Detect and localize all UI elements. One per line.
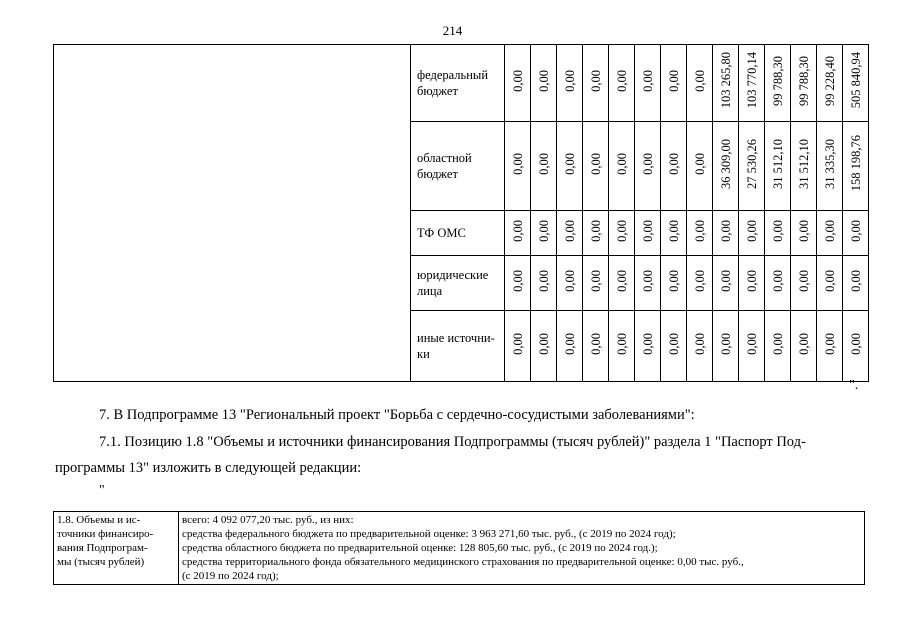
- amount-cell: [687, 211, 713, 256]
- amount-value: 0,00: [848, 269, 863, 292]
- amount-value: 0,00: [666, 269, 681, 292]
- amount-value: 0,00: [770, 269, 785, 292]
- amount-value: 0,00: [614, 69, 629, 92]
- amount-value: 27 530,26: [744, 138, 759, 189]
- amount-value: 0,00: [692, 69, 707, 92]
- amount-value: 0,00: [822, 269, 837, 292]
- amount-cell: [609, 45, 635, 122]
- empty-merged-cell: [54, 45, 411, 382]
- amount-cell: [531, 256, 557, 311]
- amount-cell: [583, 211, 609, 256]
- amount-value: 0,00: [614, 219, 629, 242]
- amount-cell: [505, 122, 531, 211]
- amount-value: 0,00: [718, 219, 733, 242]
- amount-value: 0,00: [640, 69, 655, 92]
- amount-value: 0,00: [718, 269, 733, 292]
- amount-cell: [817, 311, 843, 382]
- amount-value: 0,00: [718, 332, 733, 355]
- amount-value: 99 228,40: [822, 55, 837, 106]
- amount-cell: [635, 122, 661, 211]
- amount-cell: [609, 122, 635, 211]
- amount-value: 0,00: [692, 269, 707, 292]
- amount-value: 0,00: [588, 69, 603, 92]
- amount-value: 99 788,30: [796, 55, 811, 106]
- amount-value: 0,00: [692, 219, 707, 242]
- passport-row: [54, 512, 865, 585]
- amount-value: 0,00: [796, 269, 811, 292]
- amount-value: 0,00: [536, 152, 551, 175]
- amount-value: 0,00: [588, 152, 603, 175]
- content-line: средства территориального фонда обязательного медицинского страхования по предварительной оценке: 0,00 тыс. руб.,: [182, 556, 744, 568]
- amount-cell: [843, 45, 869, 122]
- amount-cell: [713, 256, 739, 311]
- passport-table: [53, 511, 865, 585]
- amount-cell: [609, 256, 635, 311]
- amount-cell: [505, 45, 531, 122]
- amount-value: 0,00: [796, 219, 811, 242]
- funding-source-cell: иные источни-ки: [411, 311, 505, 382]
- amount-cell: [661, 211, 687, 256]
- amount-cell: [765, 311, 791, 382]
- amount-value: 0,00: [640, 332, 655, 355]
- amount-value: 505 840,94: [848, 52, 863, 109]
- amount-cell: [583, 122, 609, 211]
- amount-value: 0,00: [640, 269, 655, 292]
- financing-row: [54, 45, 869, 122]
- opening-quote: ": [99, 483, 105, 498]
- amount-value: 103 265,80: [718, 52, 733, 109]
- amount-value: 0,00: [744, 269, 759, 292]
- amount-cell: [583, 256, 609, 311]
- amount-cell: [739, 211, 765, 256]
- content-line: всего: 4 092 077,20 тыс. руб., из них:: [182, 514, 354, 526]
- amount-cell: [843, 311, 869, 382]
- amount-cell: [531, 122, 557, 211]
- amount-value: 0,00: [536, 332, 551, 355]
- passport-label-cell: [54, 512, 179, 585]
- amount-value: 0,00: [510, 332, 525, 355]
- amount-cell: [739, 256, 765, 311]
- amount-value: 0,00: [562, 332, 577, 355]
- page-number: 214: [442, 23, 463, 38]
- amount-value: 0,00: [588, 219, 603, 242]
- financing-table: [53, 44, 869, 382]
- funding-source-cell: юридические лица: [411, 256, 505, 311]
- amount-cell: [505, 311, 531, 382]
- amount-cell: [713, 45, 739, 122]
- content-line: средства областного бюджета по предварительной оценке: 128 805,60 тыс. руб., (с 2019 по 2024 год.);: [182, 542, 658, 554]
- amount-cell: [531, 211, 557, 256]
- amount-value: 31 335,30: [822, 138, 837, 189]
- amount-cell: [609, 311, 635, 382]
- amount-value: 0,00: [562, 152, 577, 175]
- amount-value: 0,00: [666, 332, 681, 355]
- paragraph-7-1-line-1: 7.1. Позицию 1.8 "Объемы и источники финансирования Подпрограммы (тысяч рублей)" раздела 1 "Паспорт Под-: [99, 434, 806, 450]
- amount-cell: [791, 256, 817, 311]
- amount-cell: [817, 256, 843, 311]
- amount-cell: [557, 211, 583, 256]
- amount-value: 0,00: [562, 219, 577, 242]
- amount-value: 0,00: [848, 219, 863, 242]
- amount-value: 0,00: [666, 152, 681, 175]
- amount-cell: [713, 122, 739, 211]
- amount-cell: [505, 211, 531, 256]
- amount-value: 0,00: [562, 269, 577, 292]
- amount-cell: [583, 45, 609, 122]
- content-line: (с 2019 по 2024 год);: [182, 570, 279, 582]
- paragraph-7-1-line-2: программы 13" изложить в следующей редакции:: [55, 460, 362, 476]
- amount-value: 0,00: [536, 269, 551, 292]
- amount-value: 0,00: [510, 152, 525, 175]
- amount-value: 36 309,00: [718, 138, 733, 189]
- paragraph-7: 7. В Подпрограмме 13 "Региональный проект "Борьба с сердечно-сосудистыми заболеваниями":: [99, 407, 695, 423]
- amount-value: 0,00: [666, 69, 681, 92]
- amount-cell: [557, 311, 583, 382]
- amount-cell: [817, 211, 843, 256]
- funding-source-cell: ТФ ОМС: [411, 211, 505, 256]
- amount-cell: [531, 311, 557, 382]
- amount-cell: [635, 311, 661, 382]
- amount-value: 0,00: [588, 332, 603, 355]
- amount-value: 0,00: [588, 269, 603, 292]
- funding-source-cell: областной бюджет: [411, 122, 505, 211]
- amount-cell: [817, 45, 843, 122]
- amount-cell: [791, 122, 817, 211]
- amount-value: 0,00: [796, 332, 811, 355]
- amount-value: 31 512,10: [796, 138, 811, 189]
- amount-cell: [843, 211, 869, 256]
- amount-value: 103 770,14: [744, 52, 759, 109]
- amount-cell: [765, 211, 791, 256]
- content-line: средства федерального бюджета по предварительной оценке: 3 963 271,60 тыс. руб., (с 2019 по 2024 год);: [182, 528, 676, 540]
- amount-cell: [687, 45, 713, 122]
- amount-cell: [557, 122, 583, 211]
- amount-cell: [661, 256, 687, 311]
- amount-value: 0,00: [744, 332, 759, 355]
- amount-cell: [635, 256, 661, 311]
- amount-cell: [557, 45, 583, 122]
- amount-value: 0,00: [822, 219, 837, 242]
- amount-value: 0,00: [562, 69, 577, 92]
- label-line: 1.8. Объемы и ис-: [57, 514, 141, 526]
- passport-content-cell: [179, 512, 865, 585]
- amount-cell: [739, 122, 765, 211]
- amount-cell: [791, 45, 817, 122]
- amount-cell: [843, 256, 869, 311]
- amount-value: 0,00: [536, 69, 551, 92]
- amount-value: 0,00: [770, 219, 785, 242]
- amount-cell: [531, 45, 557, 122]
- amount-value: 0,00: [666, 219, 681, 242]
- amount-cell: [661, 45, 687, 122]
- amount-value: 0,00: [510, 269, 525, 292]
- amount-cell: [661, 311, 687, 382]
- funding-source-cell: федеральный бюджет: [411, 45, 505, 122]
- amount-cell: [687, 311, 713, 382]
- amount-value: 158 198,76: [848, 135, 863, 192]
- amount-cell: [505, 256, 531, 311]
- amount-value: 99 788,30: [770, 55, 785, 106]
- amount-cell: [817, 122, 843, 211]
- amount-cell: [739, 45, 765, 122]
- amount-value: 0,00: [692, 332, 707, 355]
- amount-cell: [583, 311, 609, 382]
- amount-cell: [713, 311, 739, 382]
- amount-cell: [687, 256, 713, 311]
- amount-cell: [765, 45, 791, 122]
- label-line: вания Подпрограм-: [57, 542, 148, 554]
- amount-cell: [635, 45, 661, 122]
- amount-cell: [843, 122, 869, 211]
- amount-cell: [687, 122, 713, 211]
- amount-value: 0,00: [822, 332, 837, 355]
- amount-value: 0,00: [640, 152, 655, 175]
- amount-cell: [635, 211, 661, 256]
- amount-value: 31 512,10: [770, 138, 785, 189]
- amount-value: 0,00: [536, 219, 551, 242]
- amount-cell: [791, 211, 817, 256]
- amount-value: 0,00: [744, 219, 759, 242]
- amount-value: 0,00: [692, 152, 707, 175]
- amount-cell: [791, 311, 817, 382]
- amount-cell: [765, 122, 791, 211]
- closing-quote: ".: [849, 378, 859, 393]
- amount-value: 0,00: [848, 332, 863, 355]
- amount-value: 0,00: [614, 332, 629, 355]
- amount-value: 0,00: [510, 219, 525, 242]
- amount-value: 0,00: [510, 69, 525, 92]
- amount-cell: [739, 311, 765, 382]
- amount-cell: [713, 211, 739, 256]
- amount-value: 0,00: [640, 219, 655, 242]
- amount-value: 0,00: [614, 269, 629, 292]
- amount-value: 0,00: [770, 332, 785, 355]
- label-line: точники финансиро-: [57, 528, 154, 540]
- amount-cell: [661, 122, 687, 211]
- amount-value: 0,00: [614, 152, 629, 175]
- amount-cell: [765, 256, 791, 311]
- label-line: мы (тысяч рублей): [57, 556, 145, 568]
- amount-cell: [609, 211, 635, 256]
- amount-cell: [557, 256, 583, 311]
